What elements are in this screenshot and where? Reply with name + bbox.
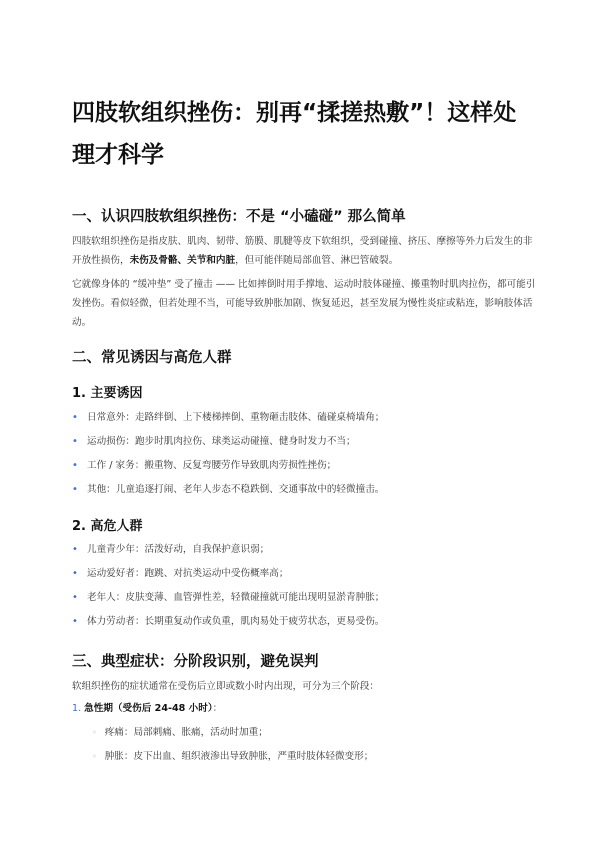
stage1-item bbox=[72, 701, 222, 717]
list-item bbox=[72, 458, 540, 482]
p1-text-bold: 未伤及骨骼、关节和内脏 bbox=[129, 255, 236, 266]
causes-heading: 1. 主要诱因 bbox=[72, 386, 143, 401]
bullet-dot-icon: • bbox=[72, 568, 78, 579]
bullet-dot-icon: • bbox=[72, 616, 78, 627]
list-item bbox=[72, 410, 540, 434]
sub-list-item bbox=[92, 725, 268, 741]
stage1-suffix: ： bbox=[212, 703, 223, 714]
bullet-dot-icon: • bbox=[72, 544, 78, 555]
causes-list bbox=[72, 410, 540, 506]
list-item-text: 老年人：皮肤变薄、血管弹性差，轻微碰撞就可能出现明显淤青肿胀； bbox=[87, 592, 385, 603]
list-item bbox=[72, 434, 540, 458]
section3-intro: 软组织挫伤的症状通常在受伤后立即或数小时内出现，可分为三个阶段： bbox=[72, 681, 379, 692]
groups-list bbox=[72, 542, 540, 638]
article-title: 四肢软组织挫伤：别再“揉搓热敷”！这样处理才科学 bbox=[72, 100, 517, 168]
list-item-text: 工作 / 家务：搬重物、反复弯腰劳作导致肌肉劳损性挫伤； bbox=[87, 460, 337, 471]
bullet-dot-icon: • bbox=[72, 460, 78, 471]
hollow-circle-icon: ◦ bbox=[92, 728, 97, 737]
section1-paragraph-1 bbox=[72, 232, 540, 270]
stage1-number: 1. bbox=[72, 703, 82, 714]
list-item-text: 体力劳动者：长期重复动作或负重，肌肉易处于疲劳状态，更易受伤。 bbox=[87, 616, 385, 627]
p1-text-c: ，但可能伴随局部血管、淋巴管破裂。 bbox=[235, 255, 399, 266]
list-item bbox=[72, 566, 540, 590]
hollow-circle-icon: ◦ bbox=[92, 752, 97, 761]
groups-heading: 2. 高危人群 bbox=[72, 519, 143, 534]
list-item bbox=[72, 482, 540, 506]
list-item-text: 运动损伤：跑步时肌肉拉伤、球类运动碰撞、健身时发力不当； bbox=[87, 436, 356, 447]
sub-list-item-text: 疼痛：局部刺痛、胀痛，活动时加重； bbox=[104, 727, 268, 738]
p1-text-a: 四肢软组织挫伤是指皮肤、肌肉、韧带、筋膜、肌腱等皮下软组织，受到碰撞、挤压、摩擦等外力后发生的非开放性损伤， bbox=[72, 236, 533, 266]
bullet-dot-icon: • bbox=[72, 436, 78, 447]
bullet-dot-icon: • bbox=[72, 484, 78, 495]
list-item-text: 儿童青少年：活泼好动，自我保护意识弱； bbox=[87, 544, 270, 555]
list-item bbox=[72, 542, 540, 566]
section2-heading: 二、常见诱因与高危人群 bbox=[72, 350, 232, 366]
bullet-dot-icon: • bbox=[72, 412, 78, 423]
list-item bbox=[72, 590, 540, 614]
sub-list-item bbox=[92, 749, 373, 765]
list-item-text: 日常意外：走路绊倒、上下楼梯摔倒、重物砸击肢体、磕碰桌椅墙角； bbox=[87, 412, 385, 423]
section1-heading: 一、认识四肢软组织挫伤：不是 “小磕碰” 那么简单 bbox=[72, 209, 406, 225]
list-item-text: 运动爱好者：跑跳、对抗类运动中受伤概率高； bbox=[87, 568, 289, 579]
sub-list-item-text: 肿胀：皮下出血、组织液渗出导致肿胀，严重时肢体轻微变形； bbox=[104, 751, 374, 762]
stage1-label: 急性期（受伤后 24-48 小时） bbox=[84, 703, 213, 714]
list-item bbox=[72, 614, 540, 638]
section3-heading: 三、典型症状：分阶段识别，避免误判 bbox=[72, 654, 319, 670]
section1-paragraph-2: 它就像身体的 “缓冲垫” 受了撞击 —— 比如摔倒时用手撑地、运动时肢体碰撞、搬重物时肌肉拉伤，都可能引发挫伤。看似轻微，但若处理不当，可能导致肿胀加剧、恢复延迟，甚至发展为慢性炎症或粘连，影响肢体活动。 bbox=[72, 279, 536, 328]
bullet-dot-icon: • bbox=[72, 592, 78, 603]
list-item-text: 其他：儿童追逐打闹、老年人步态不稳跌倒、交通事故中的轻微撞击。 bbox=[87, 484, 385, 495]
